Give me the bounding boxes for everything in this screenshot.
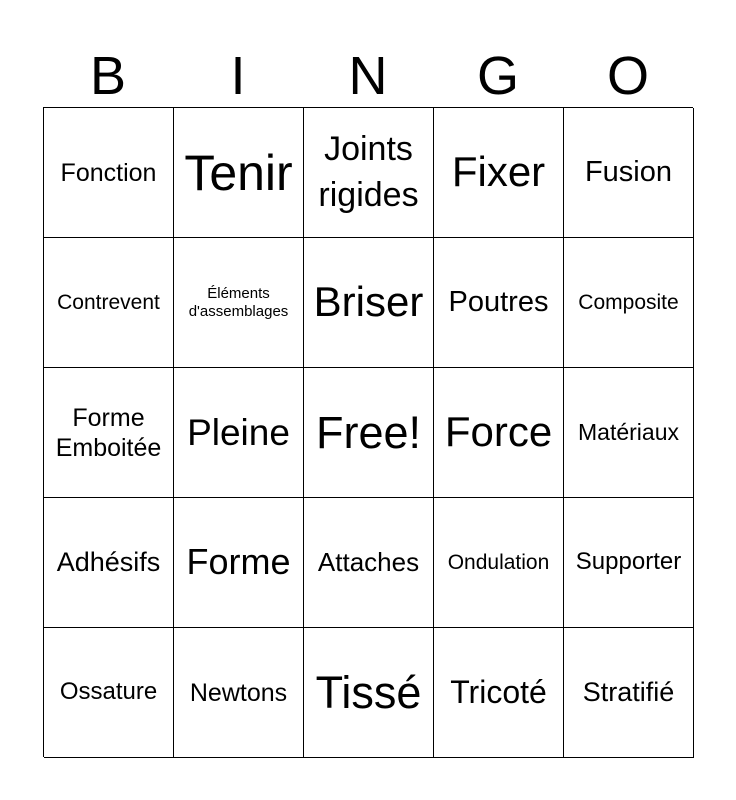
bingo-cell[interactable]	[44, 368, 174, 498]
bingo-cell[interactable]	[434, 108, 564, 238]
bingo-cell[interactable]	[564, 498, 694, 628]
cell-label: Matériaux	[578, 418, 679, 445]
header-letter-o: O	[606, 46, 649, 106]
cell-label: Supporter	[575, 548, 682, 576]
cell-label: Fonction	[60, 158, 157, 187]
bingo-cell[interactable]	[174, 238, 304, 368]
bingo-cell[interactable]	[174, 108, 304, 238]
cell-label: Ondulation	[447, 550, 550, 574]
bingo-cell[interactable]	[304, 498, 434, 628]
cell-label: Stratifié	[582, 677, 675, 708]
bingo-cell[interactable]	[304, 108, 434, 238]
bingo-cell free-space[interactable]	[304, 368, 434, 498]
bingo-cell[interactable]	[174, 498, 304, 628]
bingo-cell[interactable]	[44, 108, 174, 238]
header-letter-i: I	[230, 46, 246, 106]
bingo-cell[interactable]	[174, 368, 304, 498]
bingo-cell[interactable]	[564, 368, 694, 498]
bingo-cell[interactable]	[174, 628, 304, 758]
cell-label: Tricoté	[450, 674, 547, 711]
bingo-header	[43, 45, 693, 107]
bingo-board	[43, 107, 693, 757]
header-letter-n: N	[348, 46, 388, 106]
cell-label: Joints rigides	[318, 129, 419, 214]
cell-label: Tissé	[315, 666, 422, 718]
cell-label: Newtons	[189, 678, 288, 707]
cell-label: Composite	[578, 290, 679, 314]
cell-label: Briser	[313, 278, 424, 326]
bingo-cell[interactable]	[304, 238, 434, 368]
bingo-cell[interactable]	[434, 368, 564, 498]
cell-label: Pleine	[187, 411, 290, 453]
cell-label: Forme	[186, 541, 291, 583]
cell-label: Contrevent	[57, 290, 160, 314]
cell-label: Force	[444, 408, 553, 456]
bingo-cell[interactable]	[434, 238, 564, 368]
bingo-cell[interactable]	[564, 238, 694, 368]
cell-label: Attaches	[317, 546, 420, 577]
bingo-cell[interactable]	[434, 628, 564, 758]
cell-label: Fusion	[584, 156, 673, 189]
header-letter-g: G	[476, 46, 519, 106]
cell-label: Poutres	[448, 286, 549, 319]
cell-label: Forme Emboitée	[55, 403, 162, 462]
cell-label: Éléments d'assemblages	[188, 284, 289, 320]
bingo-cell[interactable]	[304, 628, 434, 758]
bingo-cell[interactable]	[564, 108, 694, 238]
bingo-cell[interactable]	[44, 238, 174, 368]
bingo-cell[interactable]	[564, 628, 694, 758]
cell-label: Fixer	[451, 148, 546, 196]
cell-label: Free!	[315, 406, 422, 458]
bingo-cell[interactable]	[44, 628, 174, 758]
bingo-cell[interactable]	[434, 498, 564, 628]
cell-label: Adhésifs	[56, 547, 161, 578]
cell-label: Tenir	[184, 144, 293, 201]
header-letter-b: B	[89, 46, 127, 106]
bingo-cell[interactable]	[44, 498, 174, 628]
cell-label: Ossature	[59, 678, 158, 706]
